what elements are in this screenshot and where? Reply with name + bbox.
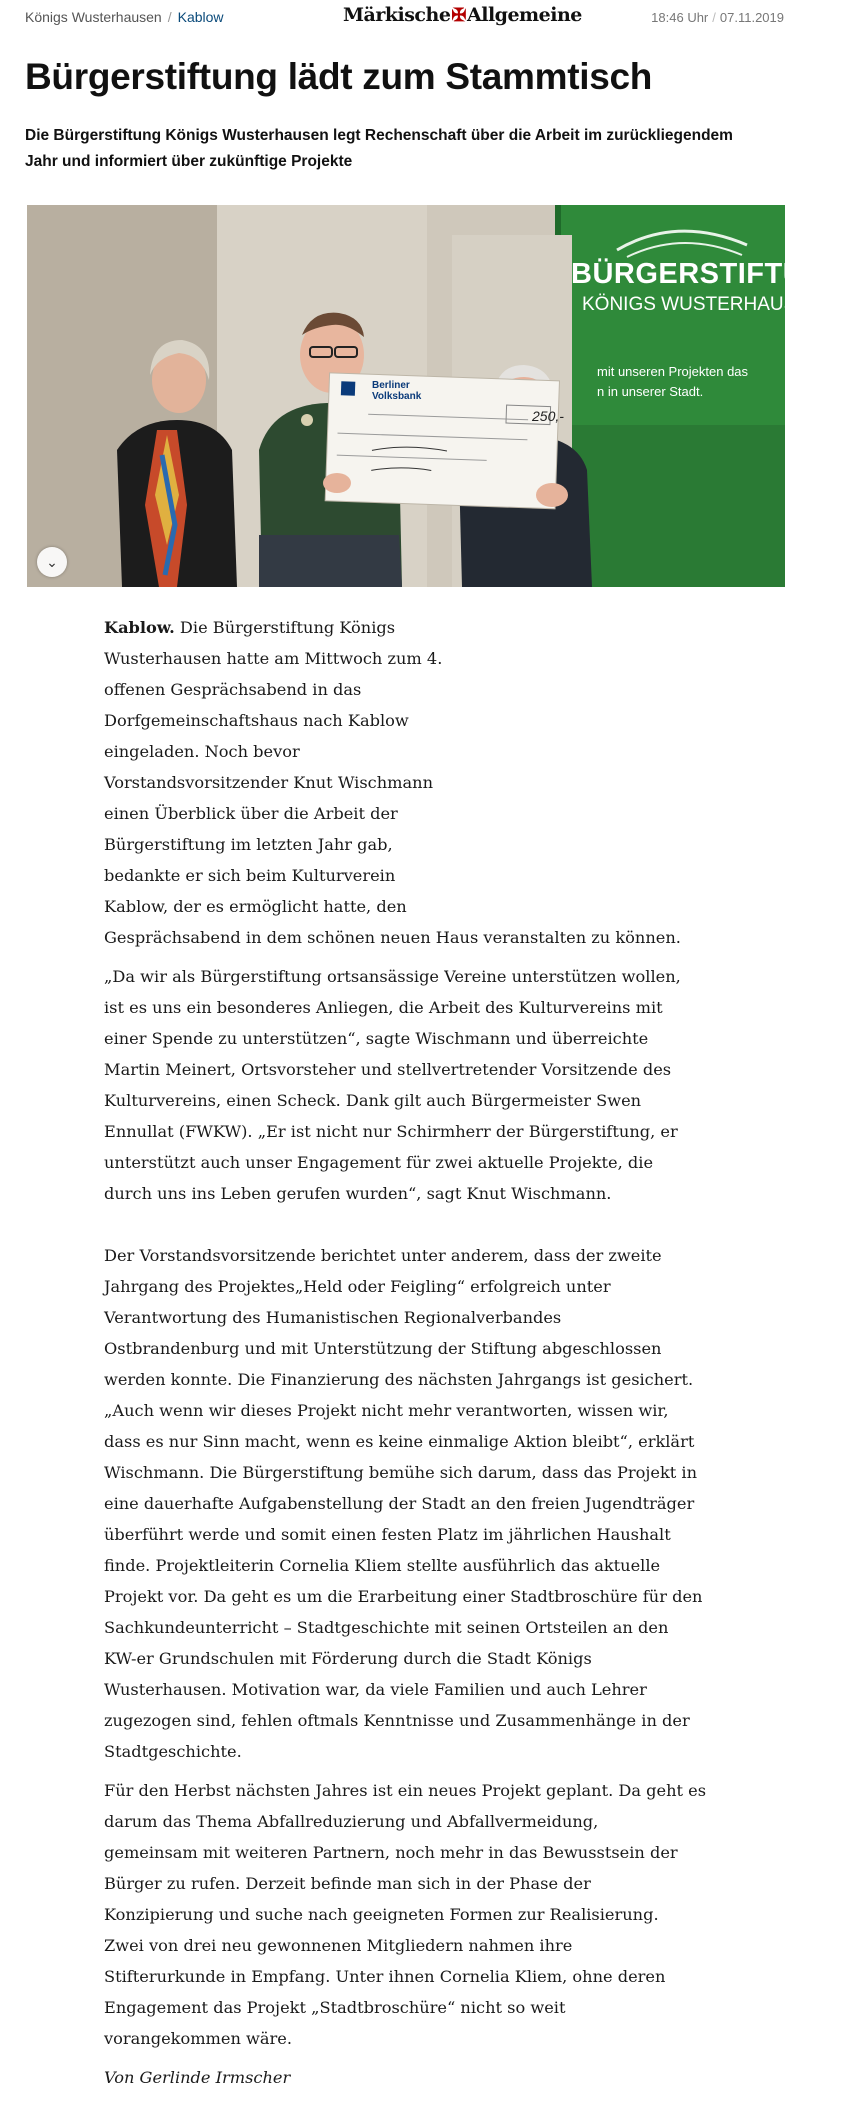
paragraph-line: Zwei von drei neu gewonnenen Mitgliedern nahmen ihre [104, 1936, 573, 1955]
paragraph-line: Ennullat (FWKW). „Er ist nicht nur Schirmherr der Bürgerstiftung, er [104, 1122, 678, 1141]
logo-word-right: Allgemeine [467, 4, 582, 26]
paragraph-line: Stifterurkunde in Empfang. Unter ihnen Cornelia Kliem, ohne deren [104, 1967, 666, 1986]
article-title: Bürgerstiftung lädt zum Stammtisch [25, 56, 653, 97]
breadcrumb-link-koenigs-wusterhausen[interactable]: Königs Wusterhausen [25, 9, 162, 25]
logo-word-left: Märkische [343, 4, 451, 26]
paragraph-line [104, 612, 706, 643]
chevron-down-icon: ⌄ [46, 553, 58, 570]
paragraph-line: Kablow, der es ermöglicht hatte, den [104, 897, 407, 916]
paragraph-line: dass es nur Sinn macht, wenn es keine einmalige Aktion bleibt“, erklärt [104, 1432, 695, 1451]
banner-claim-line: n in unserer Stadt. [597, 384, 704, 399]
paragraph-line: Martin Meinert, Ortsvorsteher und stellvertretender Vorsitzende des [104, 1060, 672, 1079]
paragraph-line: offenen Gesprächsabend in das [104, 680, 362, 699]
paragraph-line: Engagement das Projekt „Stadtbroschüre“ nicht so weit [104, 1998, 566, 2017]
paragraph-line: Verantwortung des Humanistischen Regionalverbandes [104, 1308, 562, 1327]
paragraph-line: Gesprächsabend in dem schönen neuen Haus veranstalten zu können. [104, 928, 681, 947]
banner-claim [597, 362, 748, 402]
article-paragraph [104, 612, 706, 953]
paragraph-line: Wusterhausen. Motivation war, da viele Familien und auch Lehrer [104, 1680, 647, 1699]
publish-timestamp [651, 10, 784, 25]
teaser-line: Die Bürgerstiftung Königs Wusterhausen legt Rechenschaft über die Arbeit im zurückliegendem [25, 127, 733, 144]
article-body [104, 612, 706, 2093]
paragraph-line: Bürgerstiftung im letzten Jahr gab, [104, 835, 393, 854]
paragraph-line: Bürger zu rufen. Derzeit befinde man sich in der Phase der [104, 1874, 591, 1893]
paragraph-line: eingeladen. Noch bevor [104, 742, 300, 761]
breadcrumb [25, 9, 224, 25]
cheque-bank-name [372, 380, 421, 402]
paragraph-line: unterstützt auch unser Engagement für zwei aktuelle Projekte, die [104, 1153, 654, 1172]
cheque-bank-line: Volksbank [372, 391, 422, 402]
banner-title: BÜRGERSTIFTUNG [571, 258, 849, 290]
timestamp-separator: / [712, 10, 716, 25]
paragraph-line: darum das Thema Abfallreduzierung und Abfallvermeidung, [104, 1812, 599, 1831]
cheque-bank-line: Berliner [372, 380, 410, 391]
paragraph-line: Ostbrandenburg und mit Unterstützung der Stiftung abgeschlossen [104, 1339, 662, 1358]
paragraph-line: Wusterhausen hatte am Mittwoch zum 4. [104, 649, 443, 668]
banner-claim-line: mit unseren Projekten das [597, 364, 749, 379]
paragraph-line: Der Vorstandsvorsitzende berichtet unter anderem, dass der zweite [104, 1246, 662, 1265]
paragraph-line: durch uns ins Leben gerufen wurden“, sagt Knut Wischmann. [104, 1184, 612, 1203]
paragraph-line: Jahrgang des Projektes„Held oder Feigling“ erfolgreich unter [104, 1277, 611, 1296]
article-teaser [25, 123, 765, 175]
paragraph-line: „Auch wenn wir dieses Projekt nicht mehr verantworten, wissen wir, [104, 1401, 669, 1420]
paragraph-line: „Da wir als Bürgerstiftung ortsansässige Vereine unterstützen wollen, [104, 967, 681, 986]
eagle-icon: ✠ [451, 5, 466, 26]
paragraph-line: Dorfgemeinschaftshaus nach Kablow [104, 711, 409, 730]
paragraph-line: zugezogen sind, fehlen oftmals Kenntnisse und Zusammenhänge in der [104, 1711, 690, 1730]
top-bar [0, 0, 808, 34]
article-paragraph [104, 1240, 706, 1767]
publish-time: 18:46 Uhr [651, 10, 709, 25]
paragraph-line: einen Überblick über die Arbeit der [104, 804, 398, 823]
paragraph-line: Sachkundeunterricht – Stadtgeschichte mit seinen Ortsteilen an den [104, 1618, 669, 1637]
paragraph-line: Für den Herbst nächsten Jahres ist ein neues Projekt geplant. Da geht es [104, 1781, 707, 1800]
lead-text: Die Bürgerstiftung Königs [174, 618, 396, 637]
paragraph-line: einer Spende zu unterstützen“, sagte Wischmann und überreichte [104, 1029, 649, 1048]
breadcrumb-link-kablow[interactable]: Kablow [177, 9, 224, 25]
article-paragraph [104, 961, 706, 1209]
teaser-line: Jahr und informiert über zukünftige Projekte [25, 153, 353, 170]
paragraph-line: gemeinsam mit weiteren Partnern, noch mehr in das Bewusstsein der [104, 1843, 678, 1862]
article-photo[interactable] [27, 205, 849, 587]
paragraph-line: Kulturvereins, einen Scheck. Dank gilt auch Bürgermeister Swen [104, 1091, 642, 1110]
photo-caption-toggle[interactable] [37, 547, 67, 577]
article-byline: Von Gerlinde Irmscher [104, 2068, 291, 2087]
banner-subtitle: KÖNIGS WUSTERHAUSEN [582, 294, 823, 315]
cheque-amount: 250,- [532, 408, 564, 424]
paragraph-line: Konzipierung und suche nach geeigneten Formen zur Realisierung. [104, 1905, 659, 1924]
paragraph-line: ist es uns ein besonderes Anliegen, die Arbeit des Kulturvereins mit [104, 998, 663, 1017]
paragraph-line: KW-er Grundschulen mit Förderung durch die Stadt Königs [104, 1649, 592, 1668]
paragraph-line: Stadtgeschichte. [104, 1742, 242, 1761]
paragraph-line: Vorstandsvorsitzender Knut Wischmann [104, 773, 433, 792]
paragraph-line: finde. Projektleiterin Cornelia Kliem stellte ausführlich das aktuelle [104, 1556, 661, 1575]
site-logo[interactable] [343, 4, 582, 26]
paragraph-line: überführt werde und somit einen festen Platz im jährlichen Haushalt [104, 1525, 671, 1544]
paragraph-line: vorangekommen wäre. [104, 2029, 293, 2048]
article-paragraph [104, 1775, 706, 2054]
paragraph-line: Wischmann. Die Bürgerstiftung bemühe sich darum, dass das Projekt in [104, 1463, 698, 1482]
publish-date: 07.11.2019 [719, 10, 784, 25]
paragraph-line: Projekt vor. Da geht es um die Erarbeitung einer Stadtbroschüre für den [104, 1587, 703, 1606]
lead-location: Kablow. [104, 618, 175, 637]
paragraph-line: werden konnte. Die Finanzierung des nächsten Jahrgangs ist gesichert. [104, 1370, 694, 1389]
paragraph-line: eine dauerhafte Aufgabenstellung der Stadt an den freien Jugendträger [104, 1494, 695, 1513]
breadcrumb-separator: / [167, 9, 172, 25]
paragraph-line: bedankte er sich beim Kulturverein [104, 866, 396, 885]
